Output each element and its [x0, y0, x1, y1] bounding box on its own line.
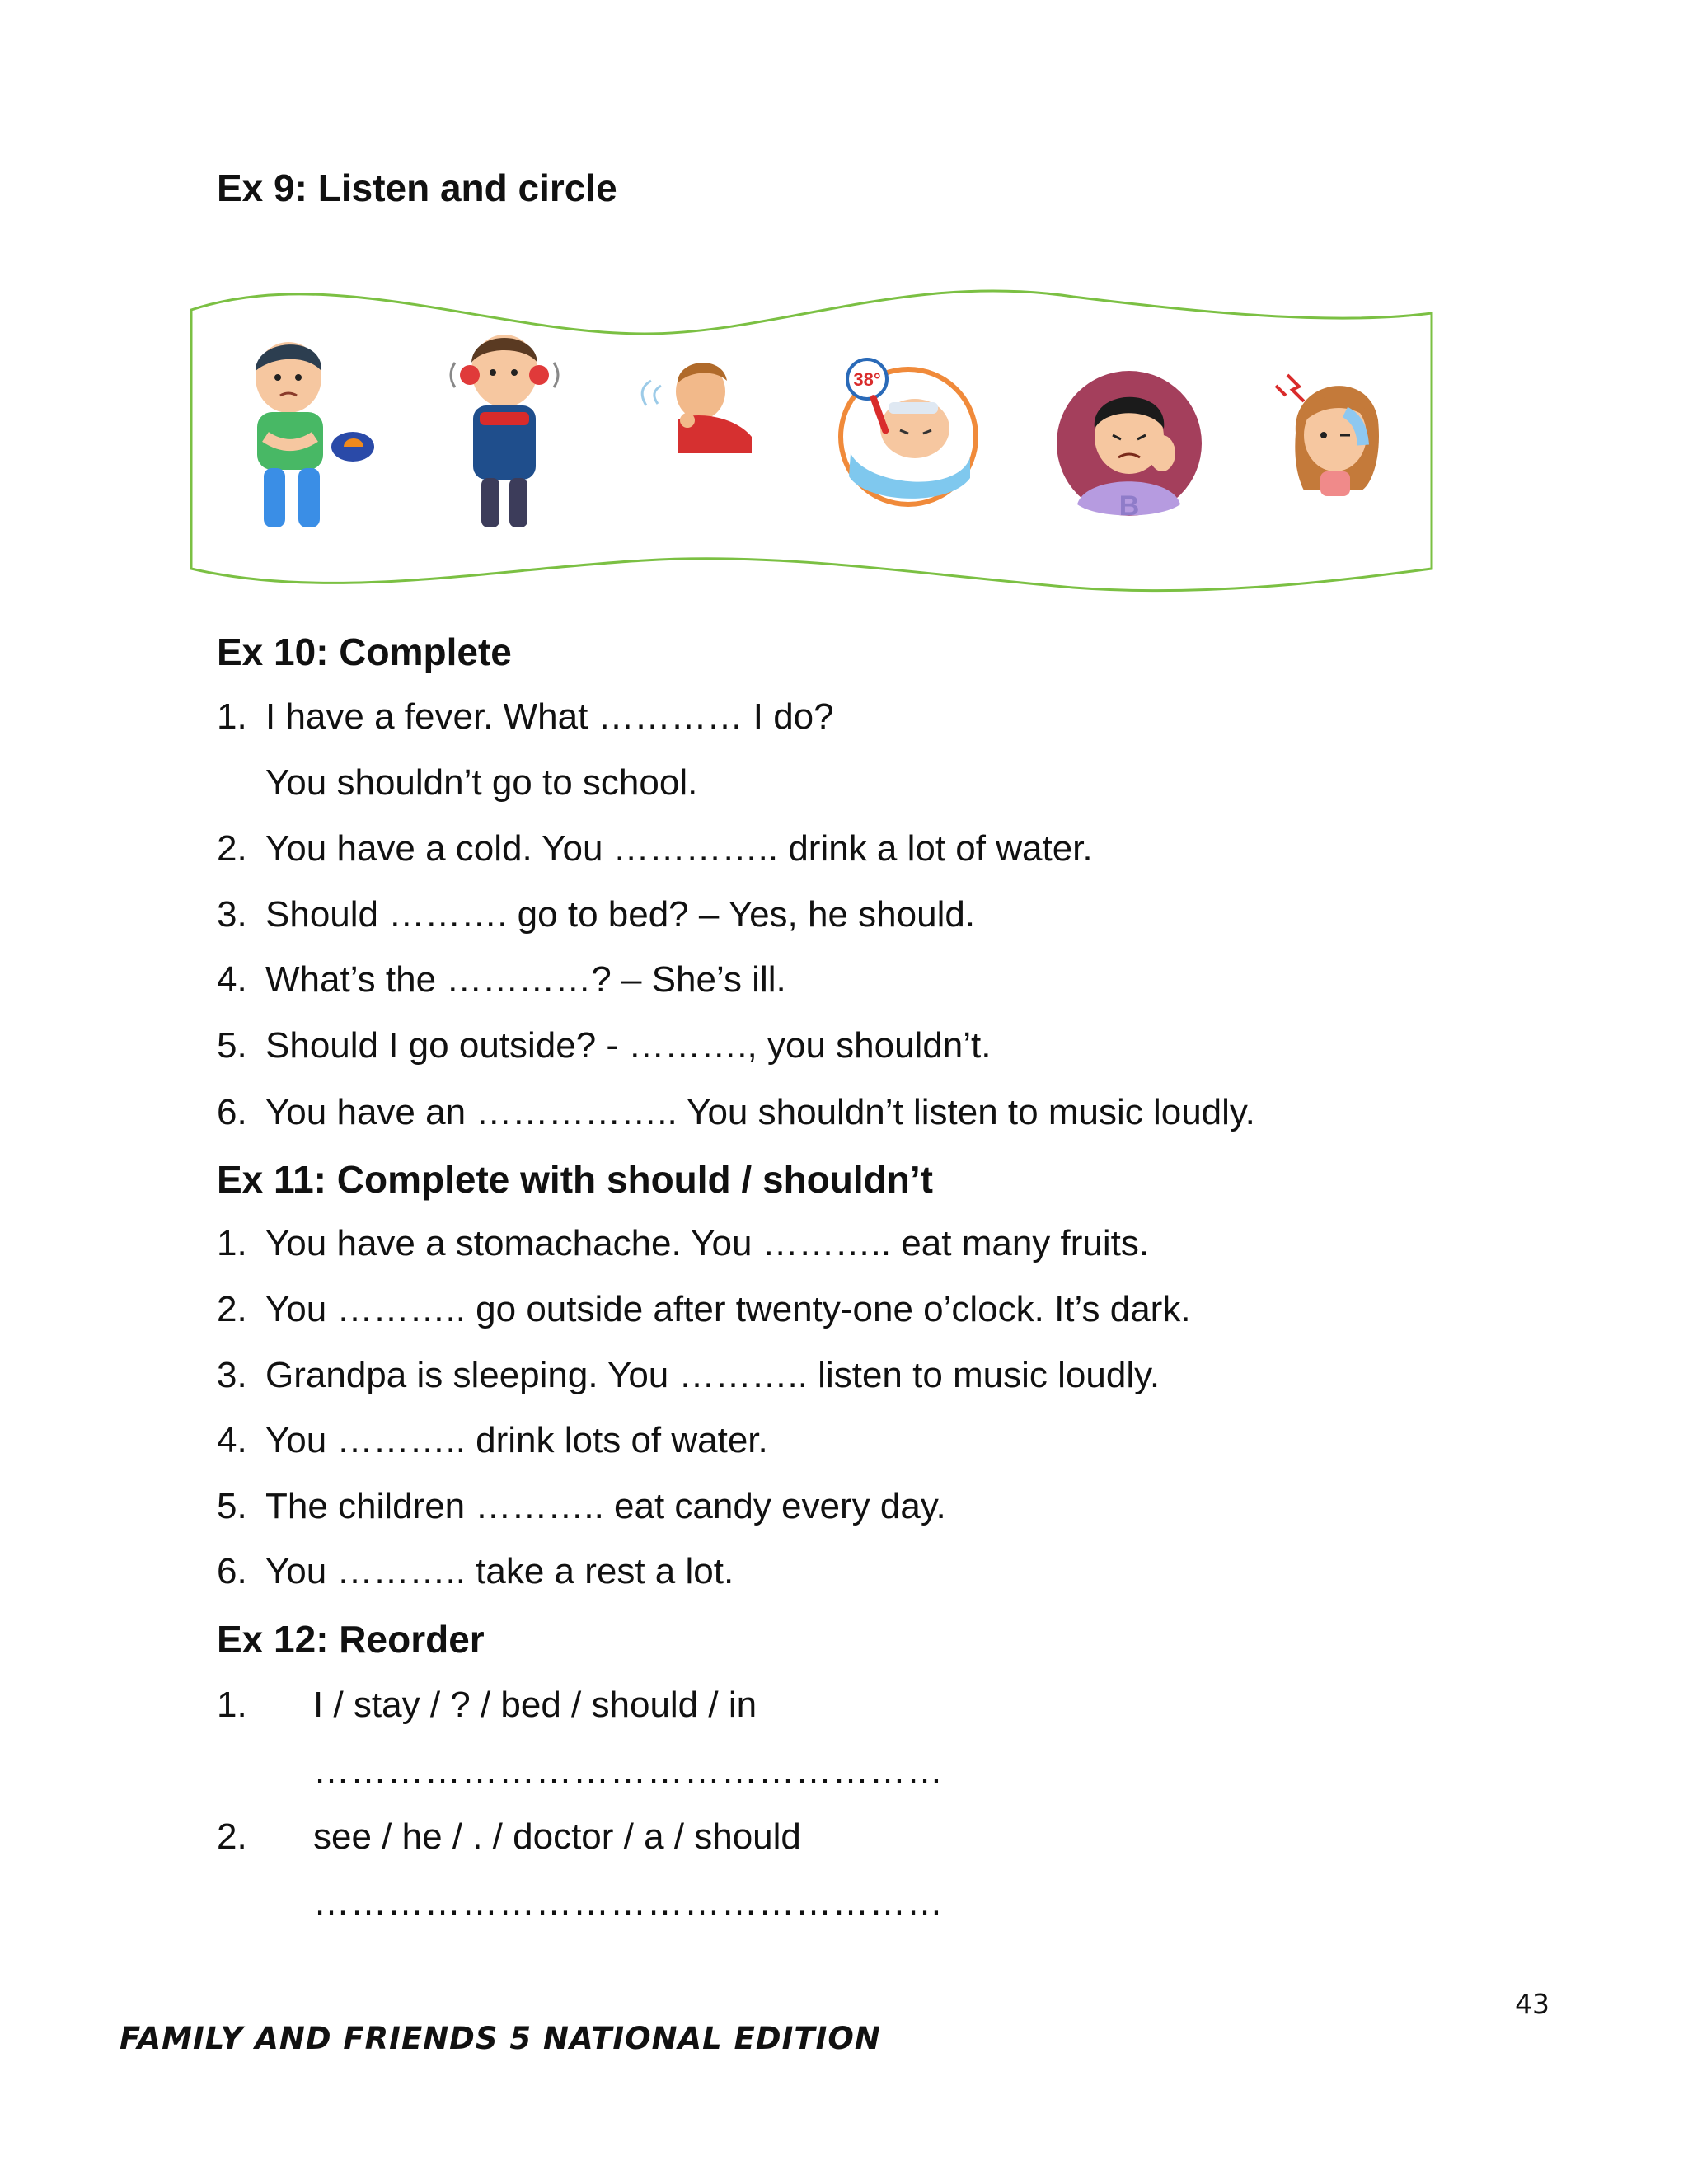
svg-text:B: B	[1118, 490, 1140, 522]
ex11-item-4-number: 4.	[217, 1420, 247, 1460]
ex10-item-3-number: 3.	[217, 894, 247, 935]
svg-text:38°: 38°	[853, 369, 881, 390]
ex11-item-2-number: 2.	[217, 1289, 247, 1329]
ex10-item-6-number: 6.	[217, 1092, 247, 1132]
footer-book-title: FAMILY AND FRIENDS 5 NATIONAL EDITION	[120, 2021, 881, 2056]
ex12-item-1-words: I / stay / ? / bed / should / in	[313, 1685, 757, 1725]
ex10-item-1-text: I have a fever. What ………… I do?	[265, 696, 834, 737]
ex10-item-3-text: Should ………. go to bed? – Yes, he should.	[265, 894, 976, 935]
ex11-item-5-text: The children ……….. eat candy every day.	[265, 1486, 946, 1526]
ex10-title: Ex 10: Complete	[217, 630, 512, 673]
ex11-item-5-number: 5.	[217, 1486, 247, 1526]
ex11-item-4-text: You ……….. drink lots of water.	[265, 1420, 768, 1460]
ex10-item-1-number: 1.	[217, 696, 247, 737]
ex9-title: Ex 9: Listen and circle	[217, 166, 617, 209]
ex10-item-4-number: 4.	[217, 959, 247, 1000]
ex10-item-6-text: You have an …………….. You shouldn’t listen to music loudly.	[265, 1092, 1255, 1132]
ex12-item-2-number: 2.	[217, 1816, 247, 1857]
ex10-item-2-number: 2.	[217, 828, 247, 869]
ex12-item-2-words: see / he / . / doctor / a / should	[313, 1816, 801, 1857]
ex11-item-6-text: You ……….. take a rest a lot.	[265, 1551, 734, 1591]
picture-banner	[183, 288, 1439, 602]
page-number: 43	[1515, 1988, 1550, 2020]
ex12-item-2-answer-line[interactable]: ……………………………………………	[313, 1882, 944, 1923]
ex11-item-3-text: Grandpa is sleeping. You ……….. listen to music loudly.	[265, 1355, 1160, 1395]
ex12-item-1-answer-line[interactable]: ……………………………………………	[313, 1750, 944, 1791]
ex10-item-5-text: Should I go outside? - ………., you shouldn’t.	[265, 1025, 992, 1066]
ex10-item-5-number: 5.	[217, 1025, 247, 1066]
ex11-item-2-text: You ……….. go outside after twenty-one o’clock. It’s dark.	[265, 1289, 1191, 1329]
ex10-item-4-text: What’s the …………? – She’s ill.	[265, 959, 786, 1000]
ex11-item-3-number: 3.	[217, 1355, 247, 1395]
ex11-title: Ex 11: Complete with should / shouldn’t	[217, 1158, 933, 1201]
ex10-item-1-answer-line: You shouldn’t go to school.	[265, 762, 698, 803]
ex11-item-1-text: You have a stomachache. You ……….. eat many fruits.	[265, 1223, 1150, 1263]
ex12-item-1-number: 1.	[217, 1685, 247, 1725]
ex11-item-1-number: 1.	[217, 1223, 247, 1263]
ex10-item-2-text: You have a cold. You ………….. drink a lot of water.	[265, 828, 1093, 869]
ex12-title: Ex 12: Reorder	[217, 1618, 485, 1661]
ex11-item-6-number: 6.	[217, 1551, 247, 1591]
